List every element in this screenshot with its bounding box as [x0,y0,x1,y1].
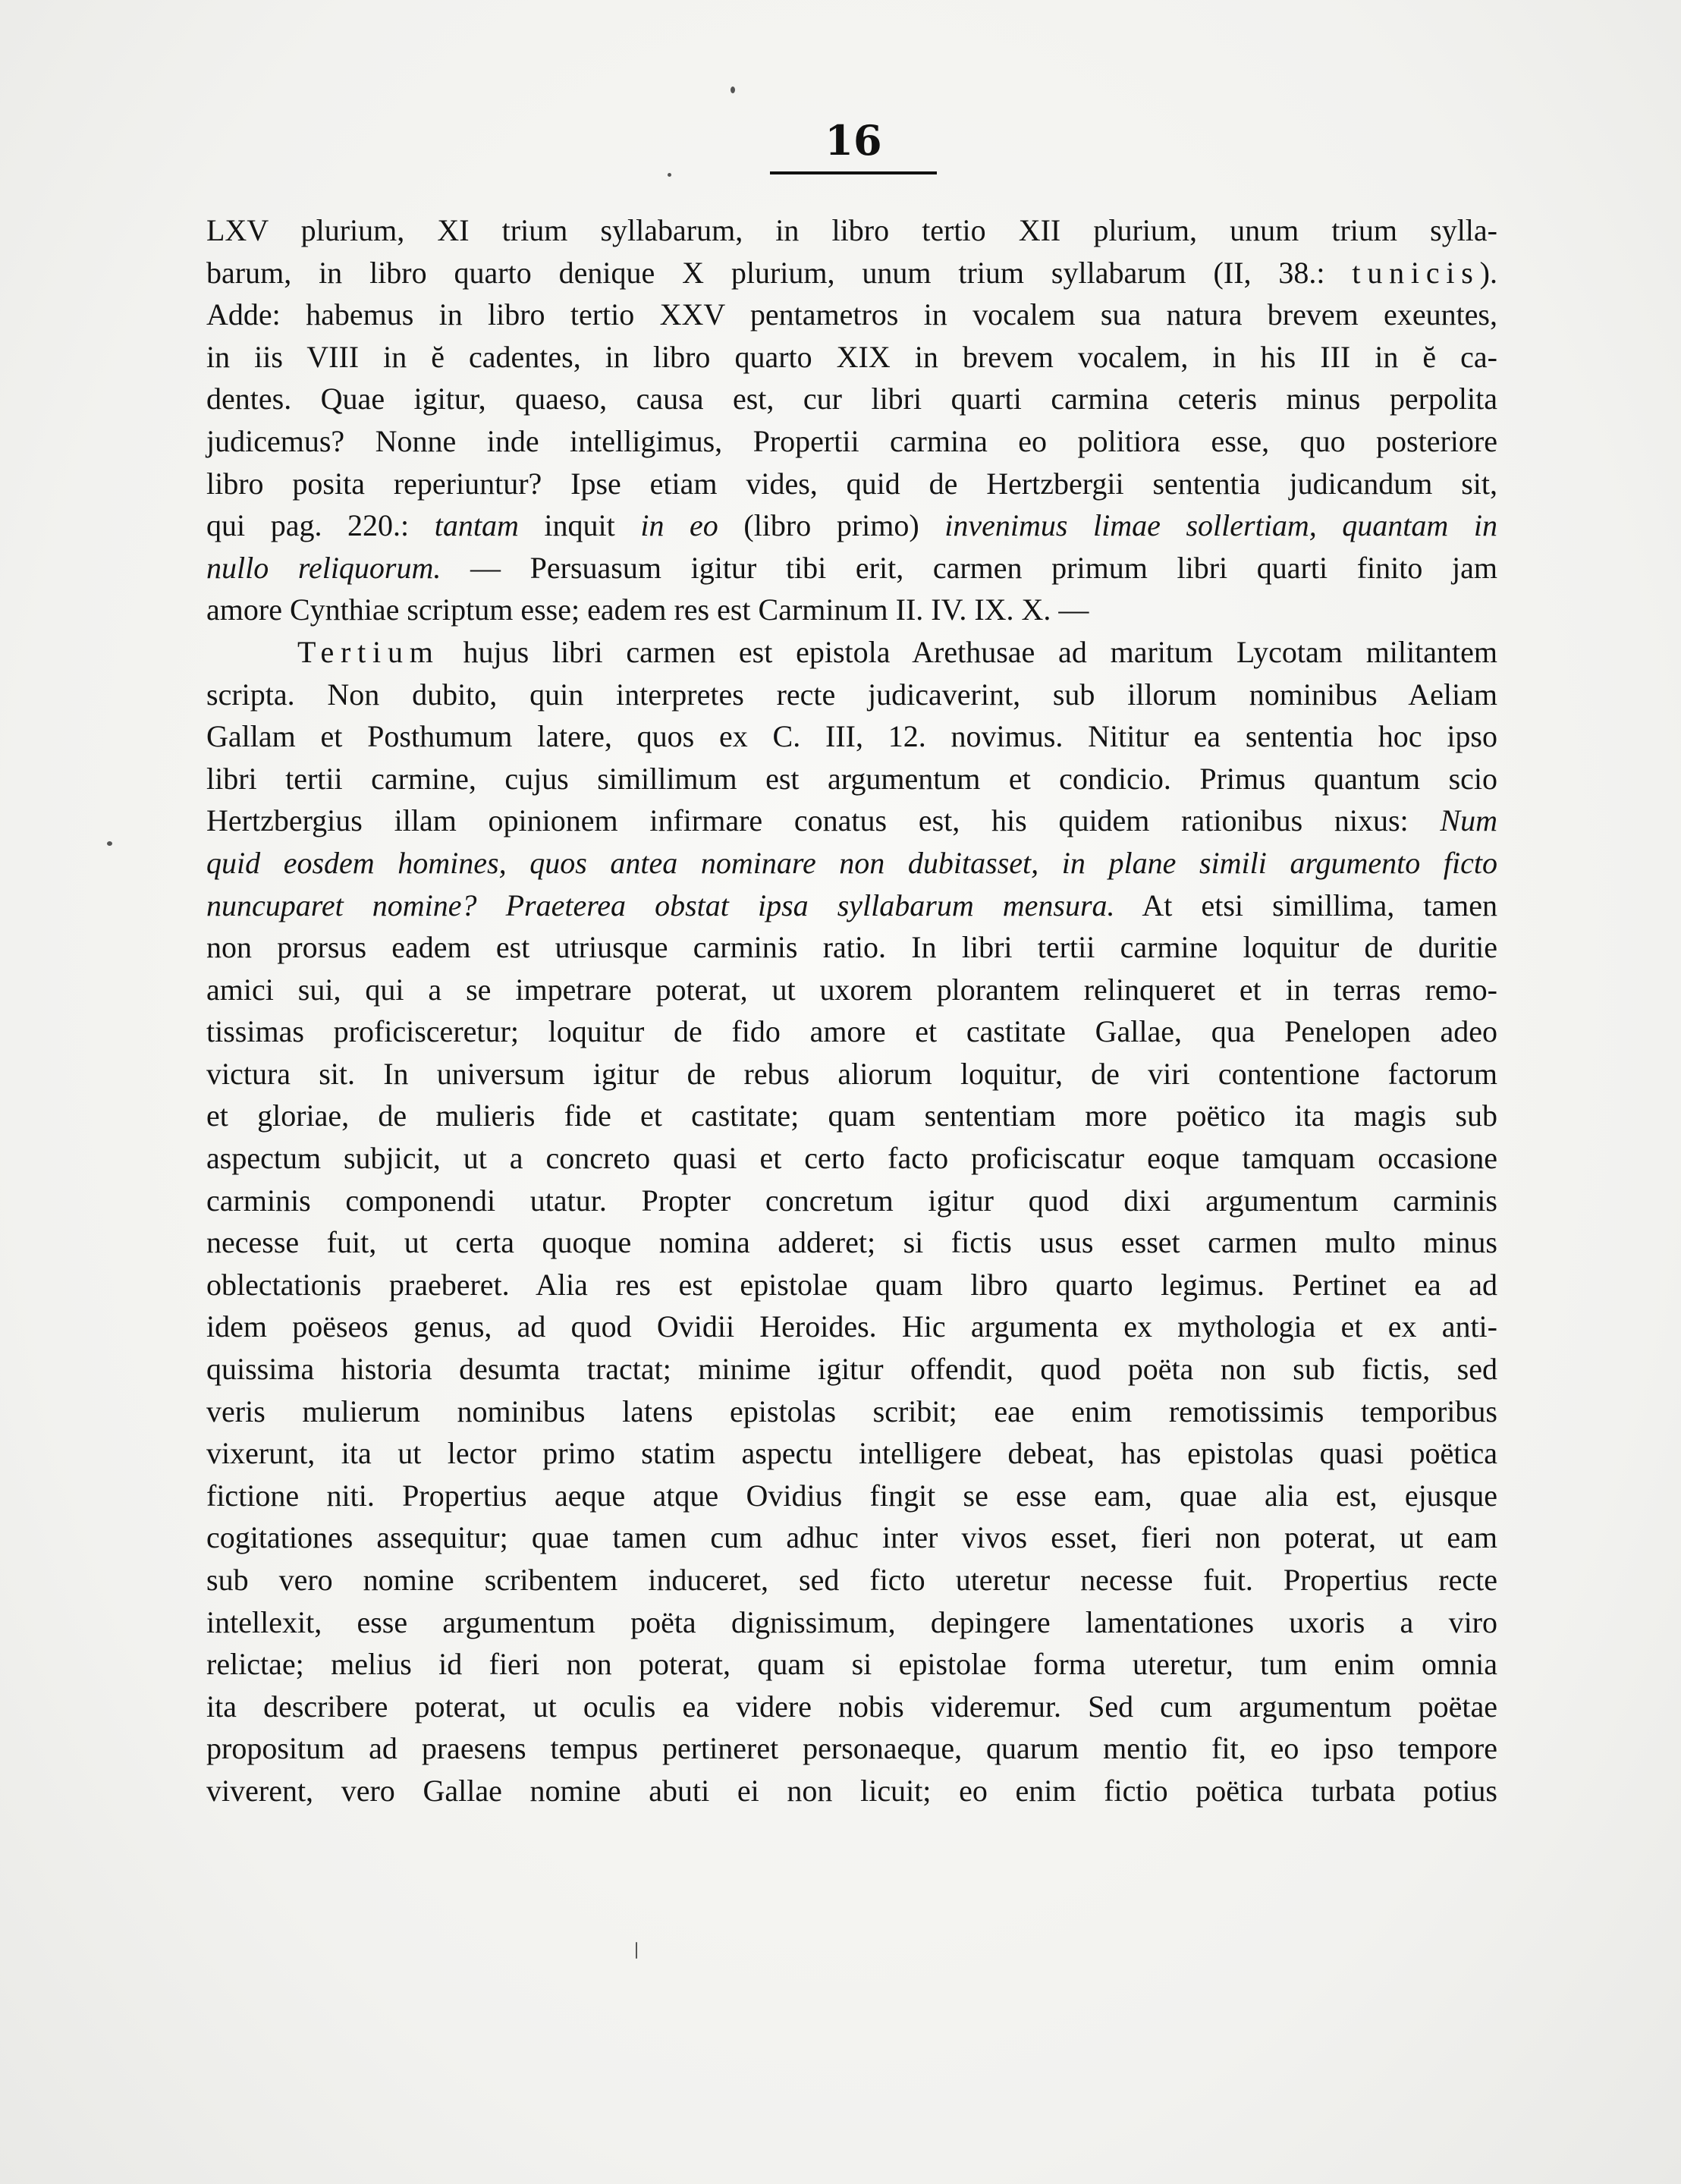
text-line [206,674,1497,716]
text-run: quissima historia desumta tractat; minime igitur offendit, quod poëta non sub fictis, sed [206,1352,1497,1387]
text-run: libri tertii carmine, cujus simillimum est argumentum et condicio. Primus quantum scio [206,761,1497,796]
text-run: sub vero nomine scribentem induceret, sed ficto uteretur necesse fuit. Propertius recte [206,1563,1497,1597]
text-run: amore Cynthiae scriptum esse; eadem res est Carminum II. IV. IX. X. — [206,592,1089,627]
text-run: in iis VIII in ĕ cadentes, in libro quarto XIX in brevem vocalem, in his III in ĕ ca- [206,339,1497,374]
text-line [206,294,1497,336]
paper-speck [636,1942,637,1959]
text-run: dentes. Quae igitur, quaeso, causa est, cur libri quarti carmina ceteris minus perpolita [206,382,1497,416]
paper-speck [731,86,735,93]
text-line [206,1727,1497,1770]
text-run: ita describere poterat, ut oculis ea videre nobis videremur. Sed cum argumentum poëtae [206,1689,1497,1724]
text-line [206,336,1497,379]
text-run: relictae; melius id fieri non poterat, quam si epistolae forma uteretur, tum enim omnia [206,1647,1497,1682]
text-line [206,1264,1497,1306]
italic-text: tantam [434,508,519,543]
text-line [206,420,1497,463]
italic-text: nuncuparet nomine? Praeterea obstat ipsa syllabarum mensura. [206,888,1115,922]
text-run: barum, in libro quarto denique X plurium, unum trium syllabarum (II, 38.: [206,255,1353,290]
text-run: necesse fuit, ut certa quoque nomina adderet; si fictis usus esset carmen multo minus [206,1225,1497,1260]
text-line [206,1516,1497,1559]
text-line [206,1348,1497,1391]
text-run: LXV plurium, XI trium syllabarum, in libro tertio XII plurium, unum trium sylla- [206,213,1497,247]
text-line [206,1601,1497,1644]
text-run: qui pag. 220.: [206,508,435,543]
text-line [206,1770,1497,1812]
page-number: 16 [825,116,882,165]
text-run: veris mulierum nominibus latens epistolas scribit; eae enim remotissimis temporibus [206,1394,1497,1428]
italic-text: nullo reliquorum. [206,550,441,585]
text-line [206,1221,1497,1264]
text-run: propositum ad praesens tempus pertineret personaeque, quarum mentio fit, eo ipso tempore [206,1731,1497,1766]
text-run: vixerunt, ita ut lector primo statim aspectu intelligere debeat, has epistolas quasi poëtica [206,1436,1497,1471]
text-line [206,252,1497,294]
text-line [206,885,1497,927]
text-line [206,715,1497,758]
text-line [206,1095,1497,1137]
text-line [206,1306,1497,1348]
text-run: idem poëseos genus, ad quod Ovidii Heroides. Hic argumenta ex mythologia et ex anti- [206,1309,1497,1344]
spaced-text: tunicis [1352,255,1480,290]
text-run: Adde: habemus in libro tertio XXV pentametros in vocalem sua natura brevem exeuntes, [206,297,1497,332]
text-line [206,209,1497,252]
text-run: amici sui, qui a se impetrare poterat, ut uxorem plorantem relinqueret et in terras remo- [206,972,1497,1007]
text-run: oblectationis praeberet. Alia res est epistolae quam libro quarto legimus. Pertinet ea ad [206,1267,1497,1302]
text-run: tissimas proficisceretur; loquitur de fido amore et castitate Gallae, qua Penelopen adeo [206,1014,1497,1049]
text-line [206,463,1497,505]
text-line [206,926,1497,969]
text-run: aspectum subjicit, ut a concreto quasi et certo facto proficiscatur eoque tamquam occasione [206,1141,1497,1176]
text-line [206,1010,1497,1053]
text-run: hujus libri carmen est epistola Arethusae ad maritum Lycotam militantem [439,634,1497,669]
text-line [206,1180,1497,1222]
text-line [206,1643,1497,1686]
text-line [206,1432,1497,1475]
italic-text: invenimus limae sollertiam, quantam in [944,508,1497,543]
text-run: cogitationes assequitur; quae tamen cum adhuc inter vivos esset, fieri non poterat, ut eam [206,1520,1497,1555]
page-number-rule [770,171,937,174]
text-run: judicemus? Nonne inde intelligimus, Propertii carmina eo politiora esse, quo posteriore [206,423,1497,458]
text-line [206,1686,1497,1728]
text-run: victura sit. In universum igitur de rebus aliorum loquitur, de viri contentione factorum [206,1056,1497,1091]
text-run: libro posita reperiuntur? Ipse etiam vides, quid de Hertzbergii sententia judicandum sit, [206,466,1497,501]
text-line [206,758,1497,800]
text-line [206,504,1497,547]
text-run: et gloriae, de mulieris fide et castitate; quam sententiam more poëtico ita magis sub [206,1098,1497,1133]
text-line [206,547,1497,589]
text-run: inquit [518,508,641,543]
text-line [206,589,1497,631]
text-line [206,842,1497,885]
text-run: — Persuasum igitur tibi erit, carmen primum libri quarti finito jam [441,550,1498,585]
text-run: viverent, vero Gallae nomine abuti ei non licuit; eo enim fictio poëtica turbata potius [206,1773,1497,1808]
text-line [206,1475,1497,1517]
text-line [206,1137,1497,1180]
text-line [206,1053,1497,1095]
text-line [206,1391,1497,1433]
text-line [206,378,1497,420]
text-run: scripta. Non dubito, quin interpretes recte judicaverint, sub illorum nominibus Aeliam [206,677,1497,712]
italic-text: in eo [640,508,718,543]
italic-text: Num [1440,803,1497,838]
text-line [206,969,1497,1011]
text-run: Hertzbergius illam opinionem infirmare conatus est, his quidem rationibus nixus: [206,803,1441,838]
text-line [206,1559,1497,1601]
text-run: At etsi simillima, tamen [1114,888,1497,922]
italic-text: quid eosdem homines, quos antea nominare non dubitasset, in plane simili argumento ficto [206,845,1497,880]
text-run: (libro primo) [718,508,945,543]
text-run: carminis componendi utatur. Propter concretum igitur quod dixi argumentum carminis [206,1183,1497,1218]
spaced-text: Tertium [297,634,440,669]
text-run: fictione niti. Propertius aeque atque Ovidius fingit se esse eam, quae alia est, ejusque [206,1478,1497,1513]
text-line [206,631,1497,674]
paper-speck [107,841,112,846]
paper-speck [668,173,671,177]
text-run: Gallam et Posthumum latere, quos ex C. III, 12. novimus. Nititur ea sententia hoc ipso [206,719,1497,754]
text-run: non prorsus eadem est utriusque carminis ratio. In libri tertii carmine loquitur de duritie [206,930,1497,965]
body-text [206,209,1497,1812]
text-run: ). [1479,255,1497,290]
text-run: intellexit, esse argumentum poëta dignissimum, depingere lamentationes uxoris a viro [206,1604,1497,1639]
text-line [206,800,1497,842]
